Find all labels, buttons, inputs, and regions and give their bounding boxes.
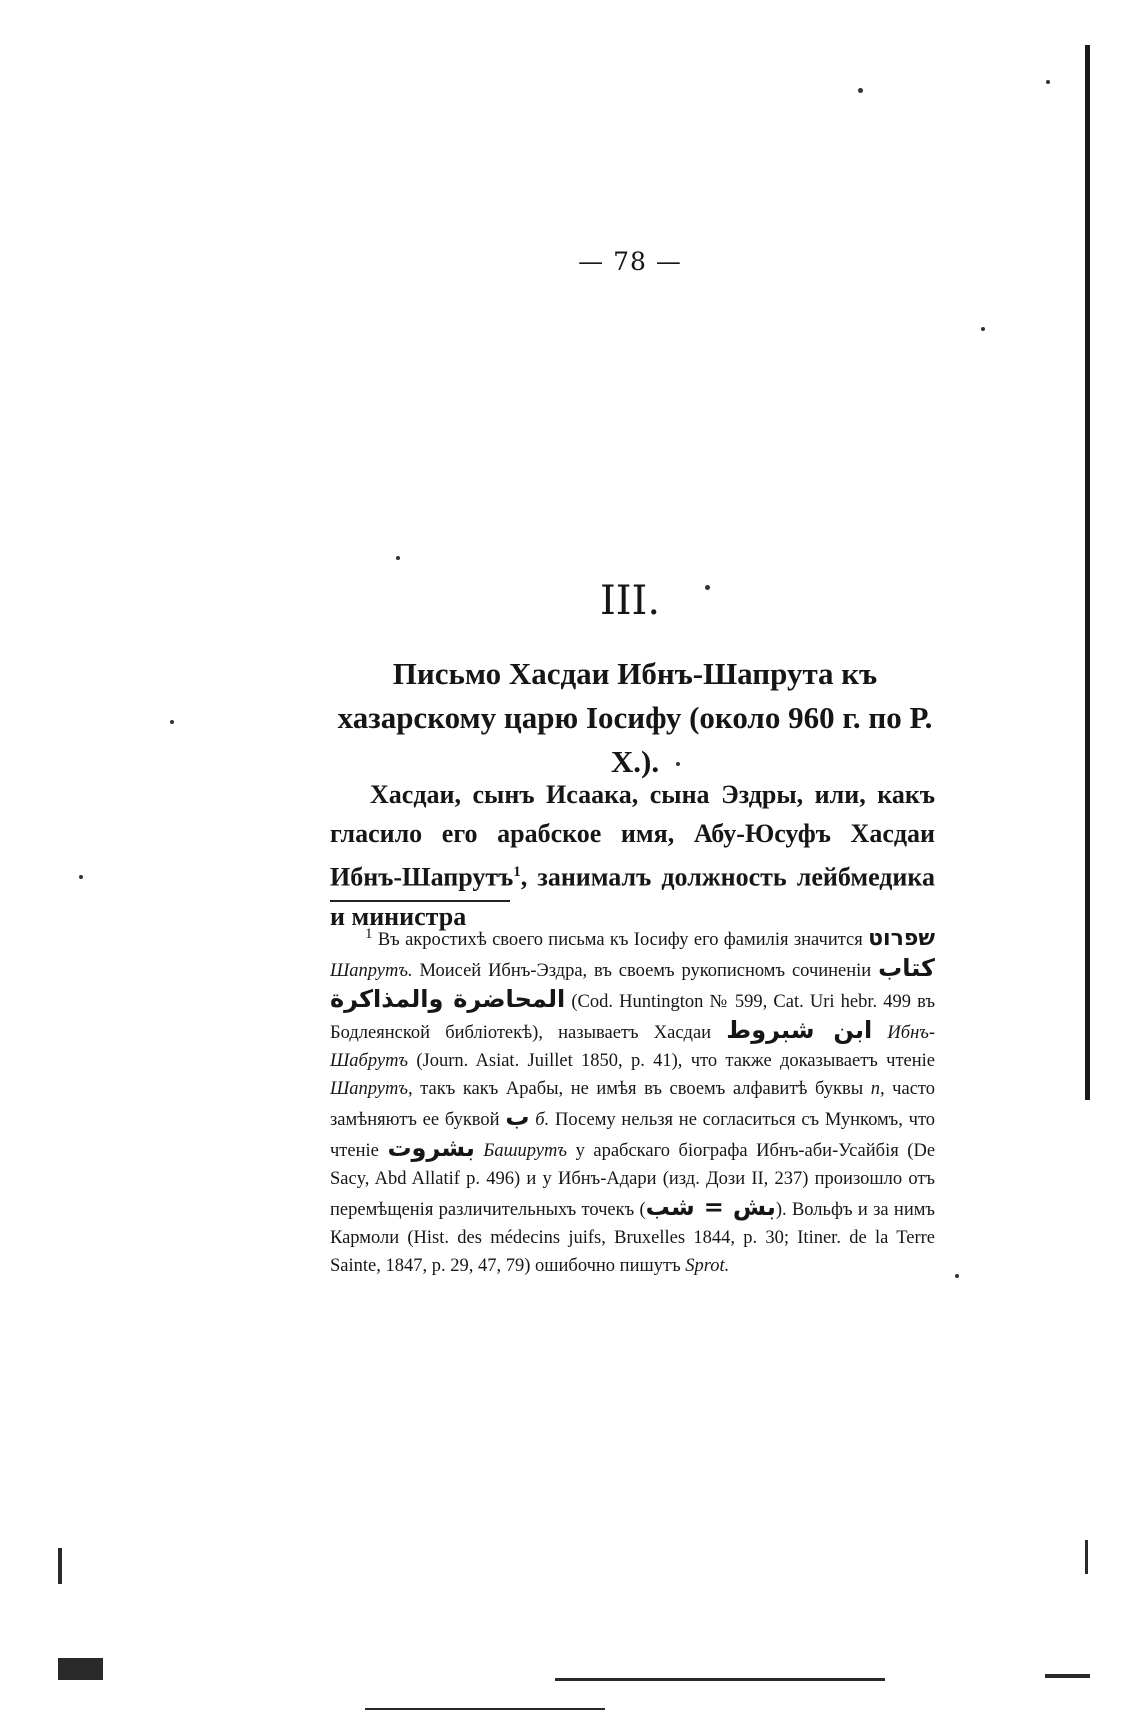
- scan-speck: [676, 762, 680, 766]
- scan-speck: [79, 875, 83, 879]
- body-text-continued: , занималъ должность лейбмедика и министра: [330, 862, 935, 931]
- scan-speck: [170, 720, 174, 724]
- footnote-italic: Шапрутъ.: [330, 961, 413, 982]
- footnote-separator: [330, 900, 510, 902]
- footnote-italic: Sprot.: [685, 1256, 730, 1277]
- footnote-italic: б.: [535, 1110, 550, 1131]
- arabic-points: بش = شب: [645, 1193, 776, 1222]
- scan-speck: [955, 1274, 959, 1278]
- scan-speck: [1046, 80, 1050, 84]
- arabic-title: كتاب المحاضرة والمذاكرة: [330, 954, 935, 1014]
- footnote-text: у арабскаго біографа Ибнъ-аби-Усайбія (De Sacy, Abd Allatif p. 496) и у Ибнъ-Адари (изд. Дози II, 237) произошло отъ перемѣщенія различительныхъ точекъ (: [330, 1141, 936, 1221]
- scan-speck: [705, 585, 710, 590]
- scan-mark: [1045, 1674, 1090, 1678]
- scan-speck: [396, 556, 400, 560]
- scan-speck: [858, 88, 863, 93]
- scan-edge: [1085, 45, 1090, 1100]
- page-number: — 78 —: [578, 247, 682, 276]
- footnote-text: , часто замѣняютъ ее буквой: [330, 1079, 935, 1131]
- scan-mark: [555, 1678, 885, 1681]
- footnote-italic: Ибнъ-Шабрутъ: [330, 1023, 936, 1072]
- footnote-text: Моисей Ибнъ-Эздра, въ своемъ рукописномъ сочиненіи: [419, 961, 872, 982]
- hebrew-word: שפרוט: [868, 926, 936, 952]
- chapter-number: III.: [599, 578, 661, 624]
- arabic-letter: ب: [505, 1103, 530, 1132]
- arabic-word: بشروت: [387, 1134, 475, 1163]
- footnote-text: Посему нельзя не согласиться съ Мункомъ, что чтеніе: [330, 1110, 936, 1162]
- footnote-italic: п: [870, 1079, 880, 1100]
- scan-mark: [58, 1658, 103, 1680]
- scan-speck: [981, 327, 985, 331]
- footnote-text: (Cod. Huntington № 599, Cat. Uri hebr. 499 въ Бодлеянской библіотекѣ), называетъ Хасдаи: [330, 992, 936, 1044]
- body-text: Хасдаи, сынъ Исаака, сына Эздры, или, какъ гласило его арабское имя, Абу-Юсуфъ Хасдаи Ибнъ-Шапрутъ: [330, 780, 935, 892]
- chapter-title: Письмо Хасдаи Ибнъ-Шапрута къ хазарскому царю Іосифу (около 960 г. по Р. Х.).: [337, 656, 933, 779]
- footnote-text: (Journ. Asiat. Juillet 1850, p. 41), что также доказываетъ чтеніе: [416, 1051, 936, 1072]
- scan-mark: [1085, 1540, 1088, 1574]
- body-paragraph: [330, 775, 935, 936]
- footnote-reference: 1: [513, 864, 521, 880]
- footnote-text: , такъ какъ Арабы, не имѣя въ своемъ алфавитѣ буквы: [407, 1079, 864, 1100]
- footnote-text: Въ акростихѣ своего письма къ Іосифу его фамилія значится: [377, 930, 863, 951]
- arabic-name: ابن شبروط: [726, 1016, 873, 1045]
- scan-mark: [365, 1708, 605, 1710]
- footnote-italic: Баширутъ: [483, 1141, 567, 1162]
- footnote: [330, 920, 935, 1280]
- footnote-marker: 1: [365, 926, 373, 942]
- scan-mark: [58, 1548, 62, 1584]
- footnote-text: ). Вольфъ и за нимъ Кармоли (Hist. des médecins juifs, Bruxelles 1844, p. 30; Itiner. de la Terre Sainte, 1847, p. 29, 47, 79) ошибочно пишутъ: [330, 1200, 935, 1277]
- footnote-italic: Шапрутъ: [330, 1079, 408, 1100]
